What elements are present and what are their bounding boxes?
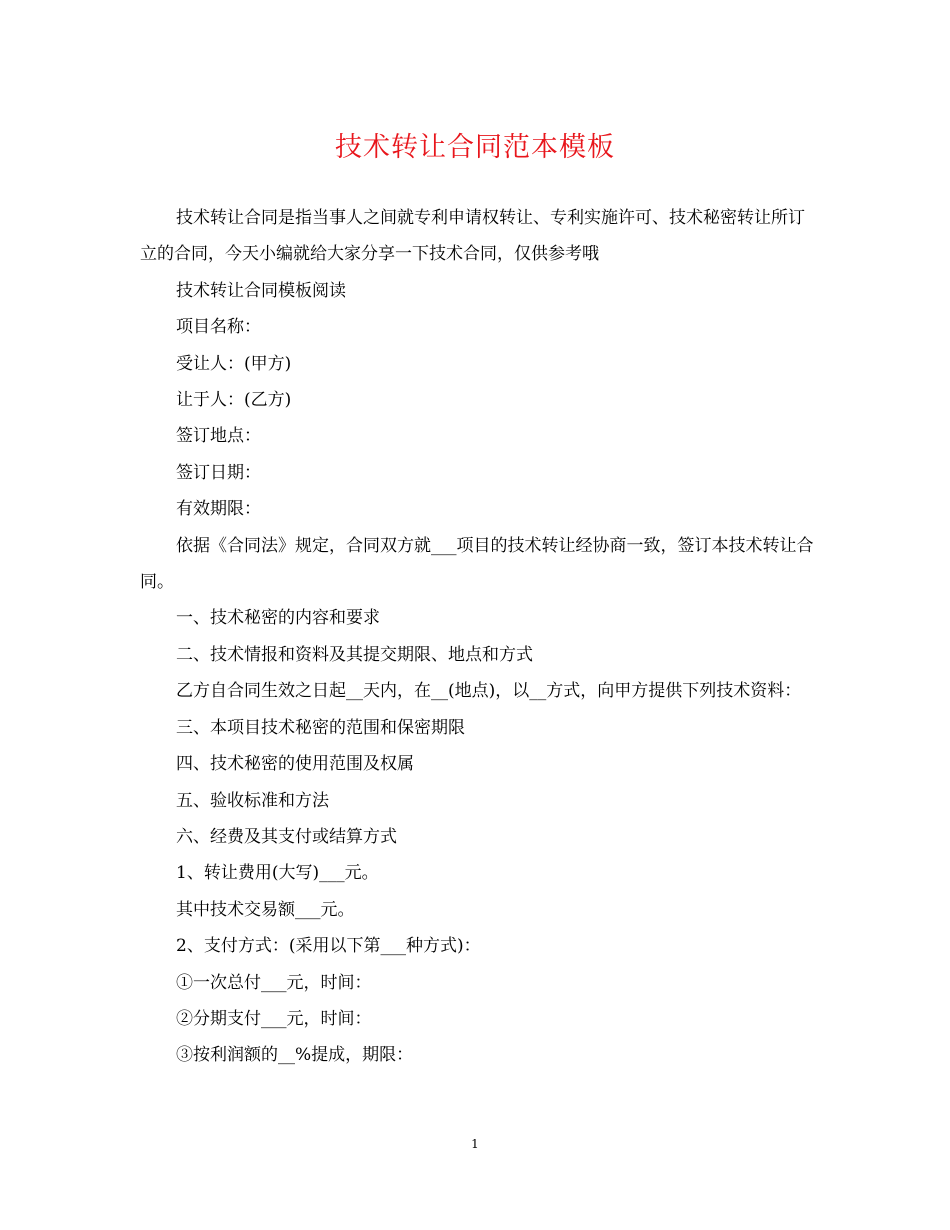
document-title: 技术转让合同范本模板 (335, 132, 615, 163)
delivery-paragraph: 乙方自合同生效之日起__天内，在__(地点)，以__方式，向甲方提供下列技术资料： (176, 681, 802, 702)
field-project-name: 项目名称： (176, 317, 261, 338)
payment-option-2: ②分期支付___元，时间： (176, 1008, 372, 1029)
payment-method-item: 2、支付方式：(采用以下第___种方式)： (176, 936, 481, 957)
field-validity-period: 有效期限： (176, 499, 261, 520)
payment-option-3: ③按利润额的__%提成，期限： (176, 1045, 414, 1066)
basis-paragraph: 依据《合同法》规定，合同双方就___项目的技术转让经协商一致，签订本技术转让合同。 (140, 535, 814, 593)
template-heading: 技术转让合同模板阅读 (176, 280, 346, 301)
section-heading-3: 三、本项目技术秘密的范围和保密期限 (176, 717, 465, 738)
section-heading-4: 四、技术秘密的使用范围及权属 (176, 754, 414, 775)
intro-paragraph: 技术转让合同是指当事人之间就专利申请权转让、专利实施许可、技术秘密转让所订立的合同，今天小编就给大家分享一下技术合同，仅供参考哦 (140, 208, 805, 265)
section-heading-2: 二、技术情报和资料及其提交期限、地点和方式 (176, 644, 533, 665)
section-heading-1: 一、技术秘密的内容和要求 (176, 608, 380, 629)
payment-option-1: ①一次总付___元，时间： (176, 972, 372, 993)
fee-item-1: 1、转让费用(大写)___元。 (176, 863, 379, 884)
section-heading-6: 六、经费及其支付或结算方式 (176, 826, 397, 847)
field-signing-date: 签订日期： (176, 462, 261, 483)
field-transferor: 让于人：(乙方) (176, 390, 292, 411)
field-transferee: 受让人：(甲方) (176, 353, 292, 374)
document-body (140, 200, 815, 1074)
page-number: 1 (471, 1137, 479, 1151)
field-signing-place: 签订地点： (176, 426, 261, 447)
fee-item-transaction: 其中技术交易额___元。 (176, 899, 355, 920)
section-heading-5: 五、验收标准和方法 (176, 790, 329, 811)
